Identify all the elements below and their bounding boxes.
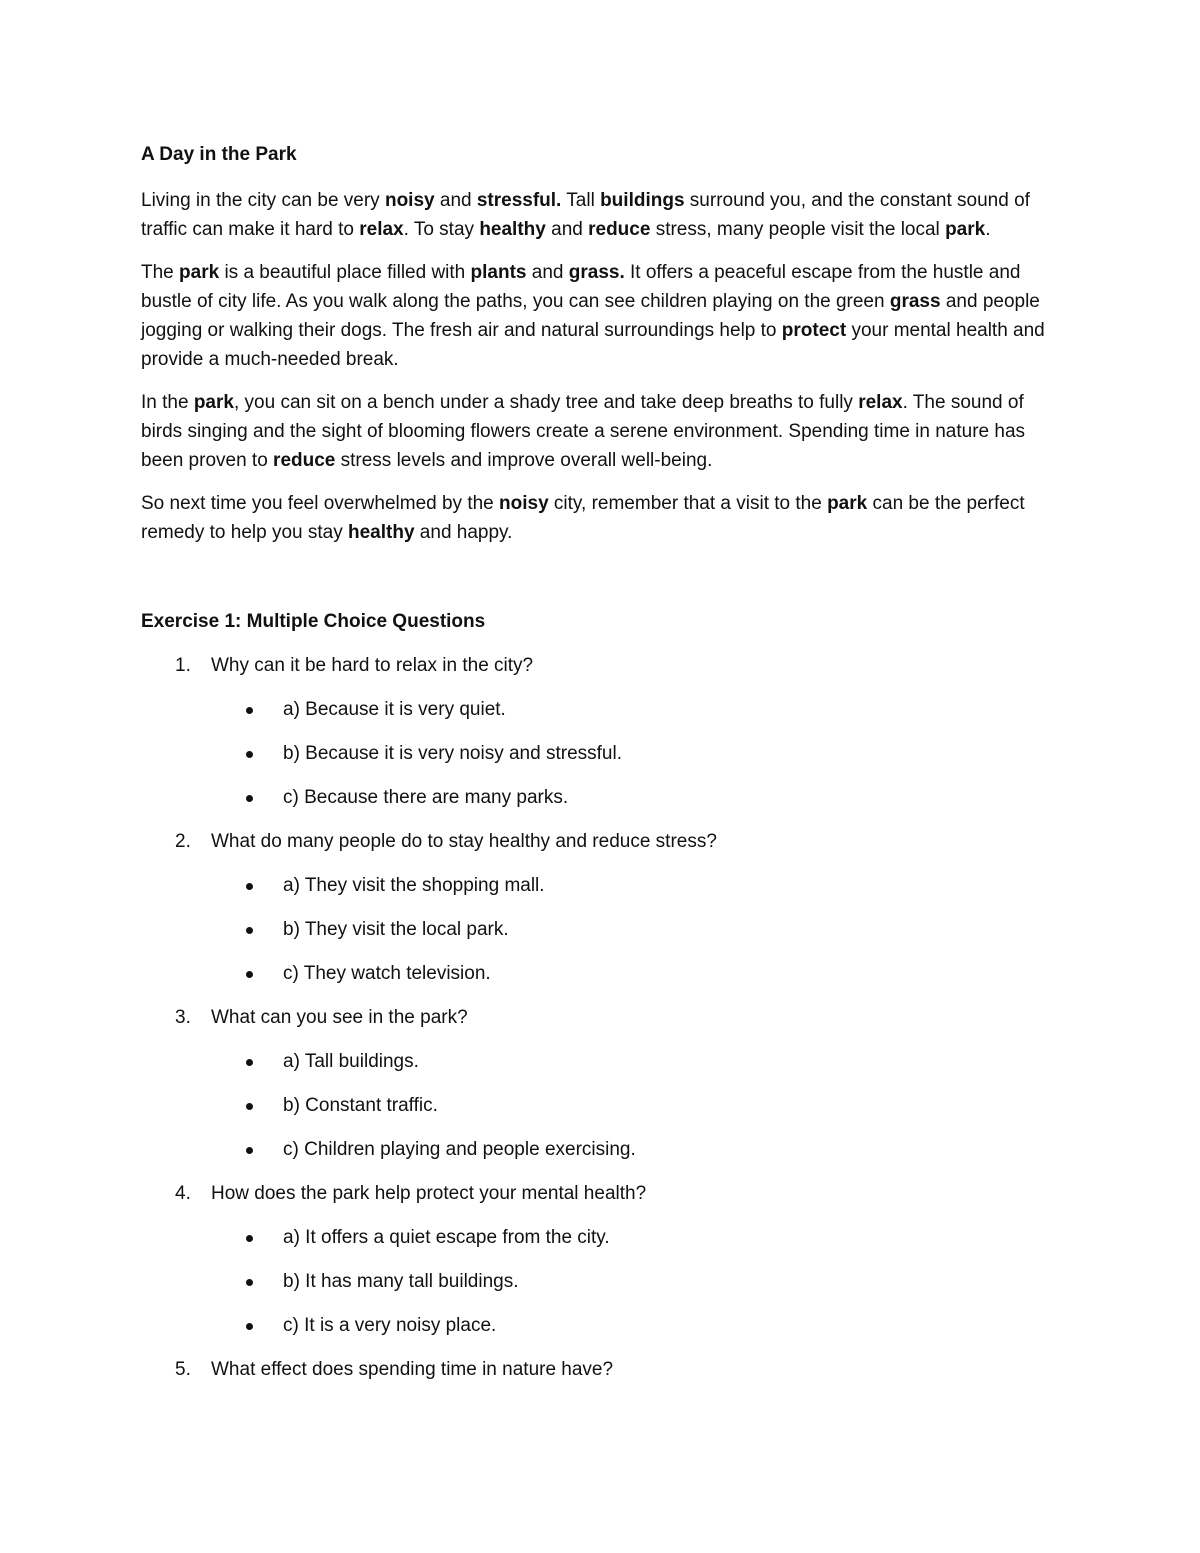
- bullet-icon: [246, 1279, 253, 1286]
- bullet-icon: [246, 751, 253, 758]
- document-title: A Day in the Park: [141, 144, 297, 165]
- paragraph-text: .: [985, 219, 991, 240]
- option-text: b) They visit the local park.: [283, 919, 509, 940]
- option-text: a) They visit the shopping mall.: [283, 875, 545, 896]
- answer-option: [211, 1223, 1061, 1252]
- paragraph-text: stress levels and improve overall well-being.: [335, 450, 713, 471]
- paragraph-text: your mental health and provide a much-needed break.: [141, 320, 1045, 370]
- paragraph-text: Tall: [561, 190, 601, 211]
- option-text: b) Constant traffic.: [283, 1095, 438, 1116]
- keyword: park: [179, 262, 220, 283]
- keyword: park: [945, 219, 986, 240]
- question-text: How does the park help protect your mental health?: [211, 1183, 647, 1204]
- question-text: Why can it be hard to relax in the city?: [211, 655, 534, 676]
- bullet-icon: [246, 883, 253, 890]
- paragraph-text: Living in the city can be very: [141, 190, 385, 211]
- keyword: healthy: [348, 522, 415, 543]
- paragraph-text: surround you, and the constant sound of traffic can make it hard to: [141, 190, 1030, 240]
- bullet-icon: [246, 927, 253, 934]
- question-text: What can you see in the park?: [211, 1007, 468, 1028]
- paragraph-text: The: [141, 262, 180, 283]
- bullet-icon: [246, 1059, 253, 1066]
- option-text: b) Because it is very noisy and stressful.: [283, 743, 622, 764]
- keyword: healthy: [479, 219, 546, 240]
- question-item: [141, 1355, 1061, 1384]
- answer-option: [211, 695, 1061, 724]
- keyword: grass.: [568, 262, 625, 283]
- keyword: noisy: [384, 190, 435, 211]
- question-number: 4.: [175, 1183, 191, 1204]
- question-number: 2.: [175, 831, 191, 852]
- question-item: [141, 1003, 1061, 1164]
- answer-option: [211, 1091, 1061, 1120]
- question-item: [141, 651, 1061, 812]
- question-number: 5.: [175, 1359, 191, 1380]
- keyword: plants: [470, 262, 527, 283]
- question-item: [141, 1179, 1061, 1340]
- answer-option: [211, 739, 1061, 768]
- paragraph-text: and: [434, 190, 477, 211]
- answer-option: [211, 1267, 1061, 1296]
- keyword: protect: [781, 320, 847, 341]
- article-body: [141, 186, 1061, 547]
- paragraph-text: . The sound of birds singing and the sight of blooming flowers create a serene environment. Spending time in nature has been proven to: [141, 392, 1026, 471]
- paragraph-text: In the: [141, 392, 194, 413]
- paragraph-text: stress, many people visit the local: [650, 219, 946, 240]
- paragraph: [141, 388, 1061, 475]
- bullet-icon: [246, 1147, 253, 1154]
- paragraph-text: and: [545, 219, 589, 240]
- answer-option: [211, 1311, 1061, 1340]
- document-page: [141, 140, 1061, 1399]
- keyword: reduce: [588, 219, 651, 240]
- bullet-icon: [246, 971, 253, 978]
- paragraph-text: It offers a peaceful escape from the hustle and bustle of city life. As you walk along the paths, you can see children playing on the green: [141, 262, 1021, 312]
- option-list: [211, 871, 1061, 988]
- bullet-icon: [246, 707, 253, 714]
- question-number: 3.: [175, 1007, 191, 1028]
- option-text: a) Tall buildings.: [283, 1051, 419, 1072]
- paragraph-text: and: [526, 262, 569, 283]
- keyword: reduce: [273, 450, 336, 471]
- keyword: buildings: [600, 190, 685, 211]
- question-number: 1.: [175, 655, 191, 676]
- option-text: a) It offers a quiet escape from the city.: [283, 1227, 610, 1248]
- answer-option: [211, 871, 1061, 900]
- bullet-icon: [246, 1235, 253, 1242]
- paragraph-text: and people jogging or walking their dogs. The fresh air and natural surroundings help to: [141, 291, 1040, 341]
- answer-option: [211, 783, 1061, 812]
- question-text: What do many people do to stay healthy and reduce stress?: [211, 831, 717, 852]
- paragraph-text: , you can sit on a bench under a shady tree and take deep breaths to fully: [233, 392, 859, 413]
- answer-option: [211, 1047, 1061, 1076]
- option-text: c) It is a very noisy place.: [283, 1315, 497, 1336]
- bullet-icon: [246, 795, 253, 802]
- paragraph-text: . To stay: [403, 219, 480, 240]
- keyword: stressful.: [476, 190, 562, 211]
- bullet-icon: [246, 1323, 253, 1330]
- keyword: park: [193, 392, 234, 413]
- option-list: [211, 1223, 1061, 1340]
- option-text: b) It has many tall buildings.: [283, 1271, 519, 1292]
- paragraph-text: city, remember that a visit to the: [548, 493, 828, 514]
- keyword: park: [827, 493, 868, 514]
- option-list: [211, 1047, 1061, 1164]
- answer-option: [211, 1135, 1061, 1164]
- keyword: relax: [858, 392, 903, 413]
- question-text: What effect does spending time in nature have?: [211, 1359, 614, 1380]
- keyword: relax: [359, 219, 404, 240]
- option-text: a) Because it is very quiet.: [283, 699, 506, 720]
- option-text: c) Children playing and people exercising.: [283, 1139, 636, 1160]
- paragraph-text: can be the perfect remedy to help you stay: [141, 493, 1025, 543]
- paragraph: [141, 489, 1061, 547]
- paragraph-text: and happy.: [414, 522, 513, 543]
- bullet-icon: [246, 1103, 253, 1110]
- question-item: [141, 827, 1061, 988]
- option-text: c) Because there are many parks.: [283, 787, 569, 808]
- paragraph: [141, 258, 1061, 374]
- keyword: grass: [889, 291, 941, 312]
- exercise-heading: Exercise 1: Multiple Choice Questions: [141, 611, 486, 632]
- paragraph: [141, 186, 1061, 244]
- keyword: noisy: [499, 493, 549, 514]
- answer-option: [211, 915, 1061, 944]
- paragraph-text: So next time you feel overwhelmed by the: [141, 493, 500, 514]
- question-list: [141, 651, 1061, 1384]
- paragraph-text: is a beautiful place filled with: [219, 262, 471, 283]
- option-list: [211, 695, 1061, 812]
- answer-option: [211, 959, 1061, 988]
- option-text: c) They watch television.: [283, 963, 491, 984]
